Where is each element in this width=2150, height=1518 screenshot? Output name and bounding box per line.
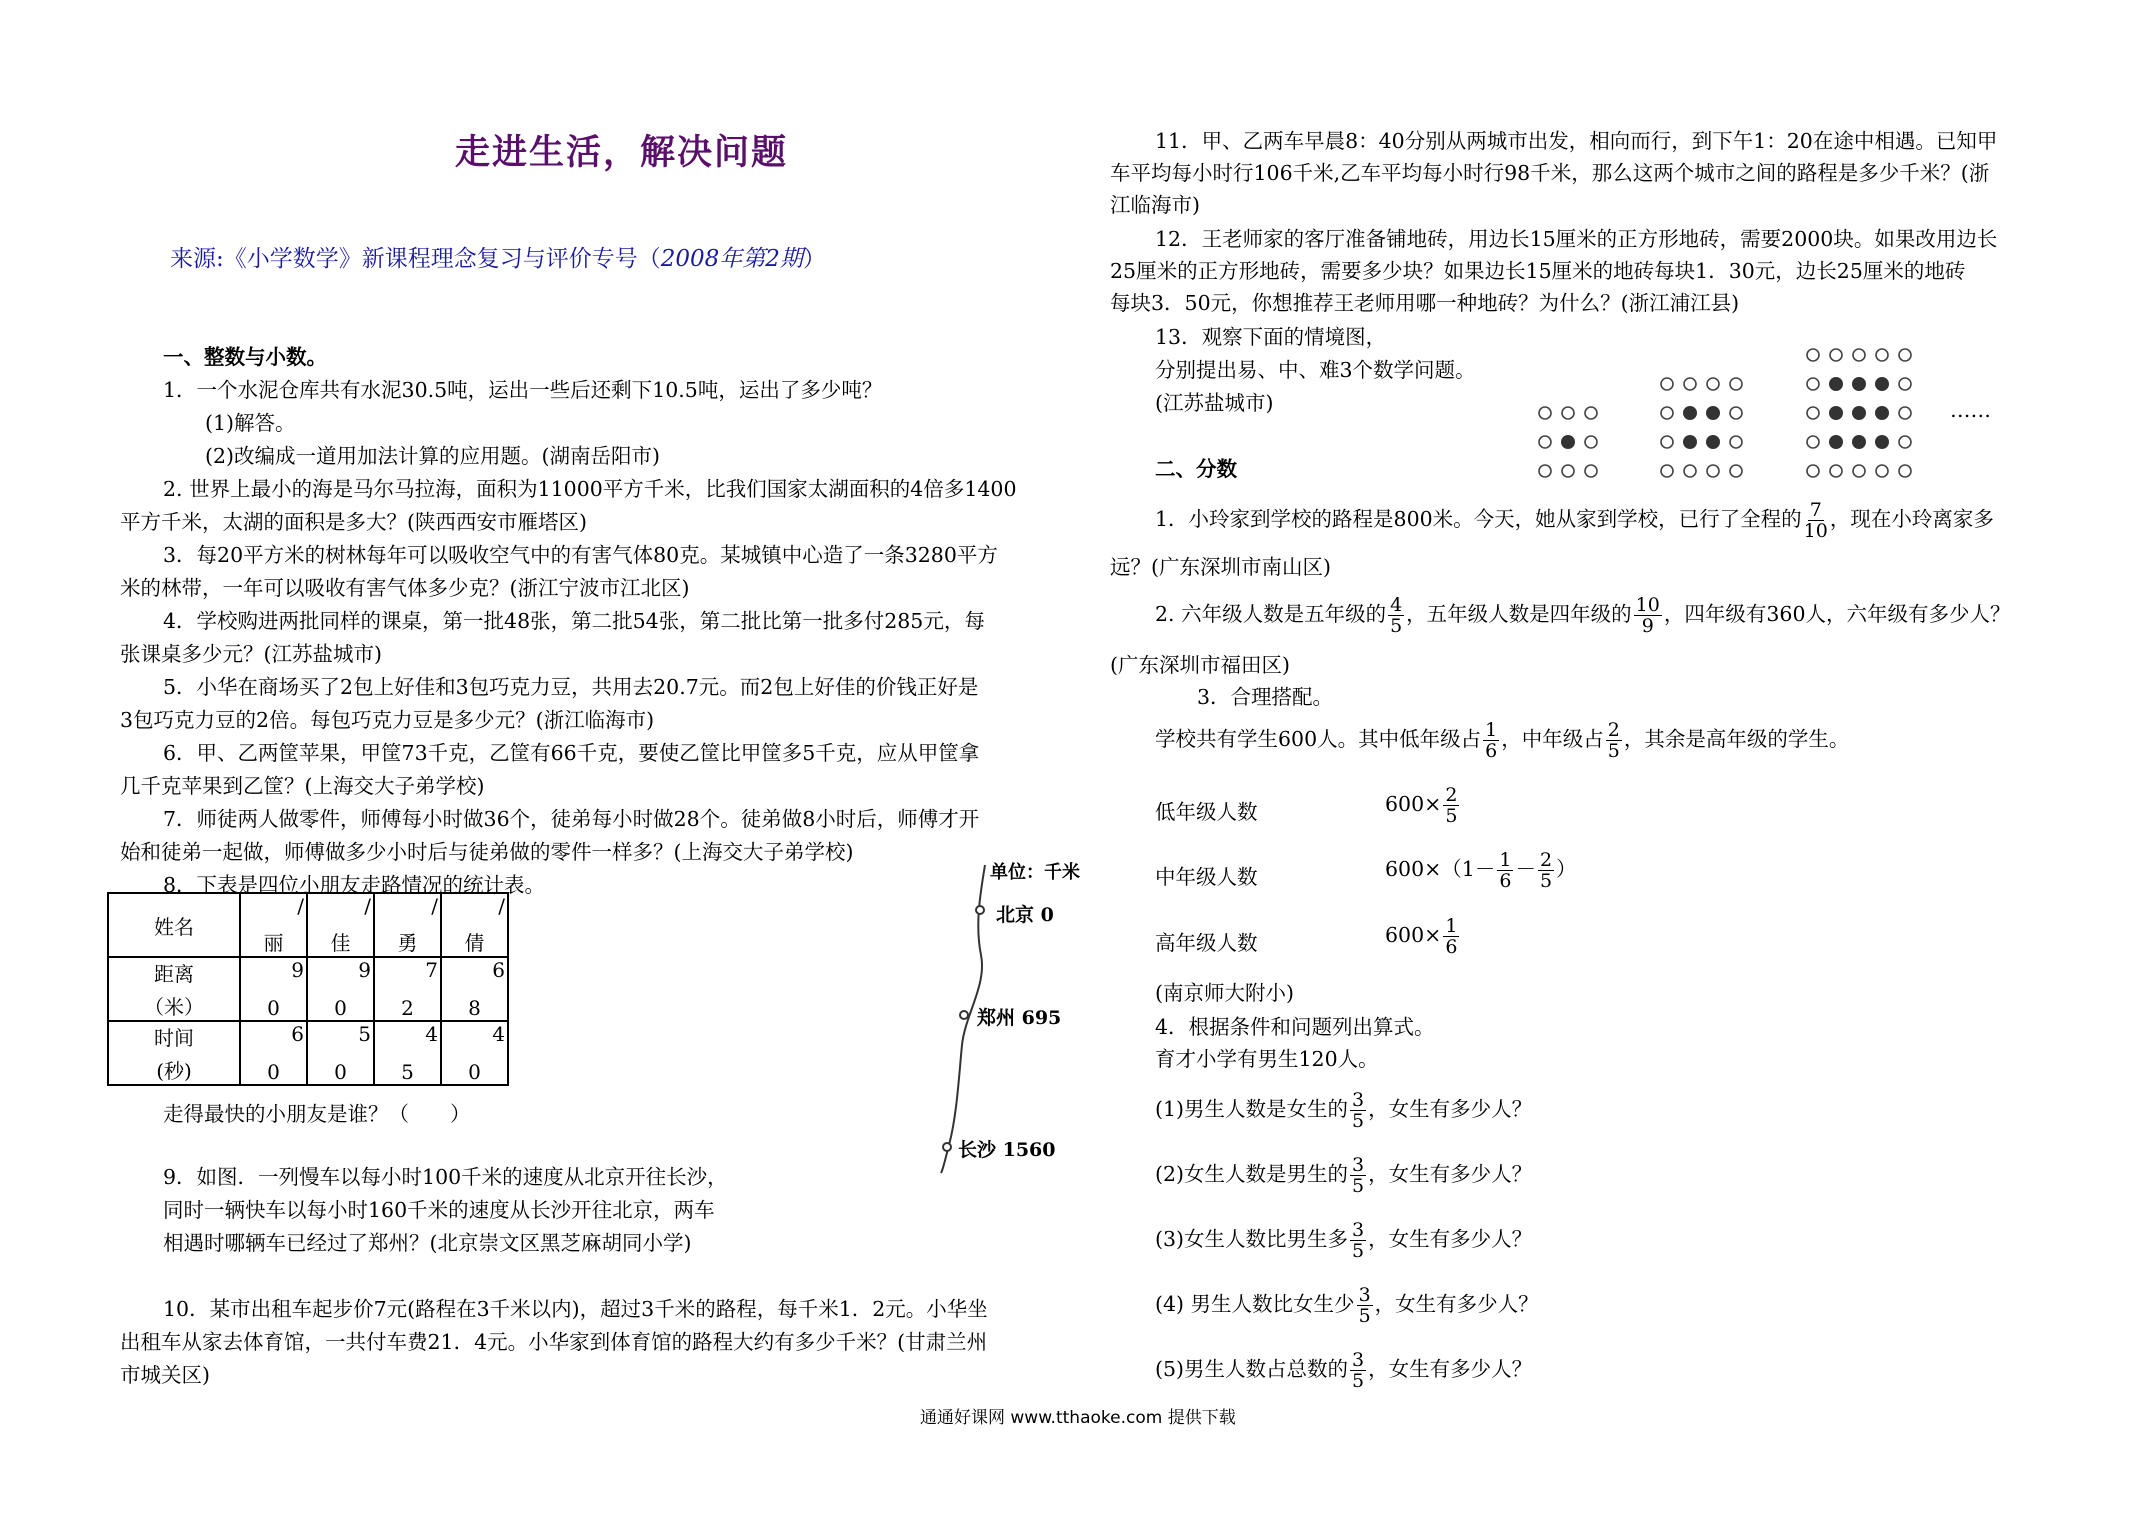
problem-6-cont: 几千克苹果到乙筐？(上海交大子弟学校) xyxy=(120,774,485,798)
problem-12: 12．王老师家的客厅准备铺地砖，用边长15厘米的正方形地砖，需要2000块。如果改用边长 xyxy=(1155,227,1998,251)
fraction-problem-3-source: (南京师大附小) xyxy=(1155,981,1294,1005)
fraction-problem-2: 2. 六年级人数是五年级的 $\frac{4}{5}$ ，五年级人数是四年级的 $\frac{10}{9}$ ，四年级有360人，六年级有多少人？ xyxy=(1155,594,2011,637)
fraction-7-10: $\frac{7}{10}$ xyxy=(1803,499,1828,542)
map-beijing: 北京 0 xyxy=(996,904,1054,926)
problem-10-cont2: 市城关区) xyxy=(120,1363,210,1387)
table-row xyxy=(108,893,508,957)
map-changsha: 长沙 1560 xyxy=(958,1139,1056,1161)
table-cell: 6 0 xyxy=(240,1021,307,1085)
footer-credit: 通通好课网 www.tthaoke.com 提供下载 xyxy=(920,1408,1236,1428)
label-high-grade: 高年级人数 xyxy=(1155,931,1258,955)
page-title: 走进生活，解决问题 xyxy=(455,132,789,173)
table-cell: 5 0 xyxy=(307,1021,374,1085)
problem-8-question: 走得最快的小朋友是谁？（ ） xyxy=(163,1102,471,1126)
problem-2-cont: 平方千米，太湖的面积是多大？(陕西西安市雁塔区) xyxy=(120,510,587,534)
problem-12-cont2: 每块3．50元，你想推荐王老师用哪一种地砖？为什么？(浙江浦江县) xyxy=(1110,291,1740,315)
map-unit: 单位：千米 xyxy=(990,862,1080,883)
map-zhengzhou: 郑州 695 xyxy=(977,1007,1062,1029)
problem-8: 8．下表是四位小朋友走路情况的统计表。 xyxy=(163,873,546,897)
problem-11-cont1: 车平均每小时行106千米,乙车平均每小时行98千米，那么这两个城市之间的路程是多少千米？(浙 xyxy=(1110,161,1990,185)
fraction-problem-4-given: 育才小学有男生120人。 xyxy=(1155,1047,1379,1071)
expr-high-grade: 600× $\frac{1}{6}$ xyxy=(1385,915,1458,958)
problem-13: 13．观察下面的情境图， xyxy=(1155,325,1387,349)
table-cell: 9 0 xyxy=(307,957,374,1021)
fraction-problem-4: 4．根据条件和问题列出算式。 xyxy=(1155,1015,1435,1039)
sub-question-3: (3)女生人数比男生多 $\frac{3}{5}$ ，女生有多少人？ xyxy=(1155,1219,1533,1262)
problem-4: 4．学校购进两批同样的课桌，第一批48张，第二批54张，第二批比第一批多付285元，每 xyxy=(163,609,985,633)
problem-5-cont: 3包巧克力豆的2倍。每包巧克力豆是多少元？(浙江临海市) xyxy=(120,708,655,732)
fraction-problem-2-cont: (广东深圳市福田区) xyxy=(1110,653,1290,677)
table-label-cell: 距离 （米） xyxy=(108,957,240,1021)
table-cell: 6 8 xyxy=(441,957,508,1021)
sub-question-4: (4) 男生人数比女生少 $\frac{3}{5}$ ，女生有多少人？ xyxy=(1155,1284,1539,1327)
problem-2: 2. 世界上最小的海是马尔马拉海，面积为11000平方千米，比我们国家太湖面积的4倍多1400 xyxy=(163,477,1017,501)
problem-9: 9．如图．一列慢车以每小时100千米的速度从北京开往长沙， xyxy=(163,1165,728,1189)
source-issue: 2008年第2期 xyxy=(660,246,803,272)
table-cell: / 丽 xyxy=(240,893,307,957)
problem-1-part1: (1)解答。 xyxy=(205,411,296,435)
source-suffix: ） xyxy=(802,246,826,272)
problem-13-cont: 分别提出易、中、难3个数学问题。 xyxy=(1155,358,1476,382)
problem-11-cont2: 江临海市) xyxy=(1110,193,1200,217)
fraction-problem-1: 1．小玲家到学校的路程是800米。今天，她从家到学校，已行了全程的 $\frac{7}{10}$ ，现在小玲离家多 xyxy=(1155,499,1994,542)
station-beijing-marker xyxy=(976,906,984,914)
problem-7: 7．师徒两人做零件，师傅每小时做36个，徒弟每小时做28个。徒弟做8小时后，师傅才开 xyxy=(163,807,980,831)
sub-question-2: (2)女生人数是男生的 $\frac{3}{5}$ ，女生有多少人？ xyxy=(1155,1154,1533,1197)
table-cell: / 倩 xyxy=(441,893,508,957)
sub-question-1: (1)男生人数是女生的 $\frac{3}{5}$ ，女生有多少人？ xyxy=(1155,1089,1533,1132)
problem-3: 3．每20平方米的树林每年可以吸收空气中的有害气体80克。某城镇中心造了一条3280平方 xyxy=(163,543,998,567)
table-cell: 9 0 xyxy=(240,957,307,1021)
expr-low-grade: 600× $\frac{2}{5}$ xyxy=(1385,784,1458,827)
table-row xyxy=(108,1021,508,1085)
table-row xyxy=(108,957,508,1021)
fraction-problem-3-text: 学校共有学生600人。其中低年级占 $\frac{1}{6}$ ，中年级占 $\frac{2}{5}$ ，其余是高年级的学生。 xyxy=(1155,719,1850,762)
fraction-problem-3: 3．合理搭配。 xyxy=(1197,685,1334,709)
problem-9-cont2: 相遇时哪辆车已经过了郑州？(北京崇文区黑芝麻胡同小学) xyxy=(163,1231,692,1255)
section-integers: 一、整数与小数。 xyxy=(163,345,327,369)
problem-5: 5．小华在商场买了2包上好佳和3包巧克力豆，共用去20.7元。而2包上好佳的价钱正好是 xyxy=(163,675,979,699)
problem-3-cont: 米的林带，一年可以吸收有害气体多少克？(浙江宁波市江北区) xyxy=(120,576,690,600)
problem-10-cont1: 出租车从家去体育馆，一共付车费21．4元。小华家到体育馆的路程大约有多少千米？(甘肃兰州 xyxy=(120,1330,988,1354)
table-cell: / 勇 xyxy=(374,893,441,957)
label-low-grade: 低年级人数 xyxy=(1155,800,1258,824)
table-cell: 7 2 xyxy=(374,957,441,1021)
problem-6: 6．甲、乙两筐苹果，甲筐73千克，乙筐有66千克，要使乙筐比甲筐多5千克，应从甲筐拿 xyxy=(163,741,980,765)
table-cell: 4 0 xyxy=(441,1021,508,1085)
problem-11: 11．甲、乙两车早晨8：40分别从两城市出发，相向而行，到下午1：20在途中相遇。已知甲 xyxy=(1155,129,1998,153)
stats-table xyxy=(107,892,509,1086)
fraction-problem-1-cont: 远？(广东深圳市南山区) xyxy=(1110,555,1331,579)
dot-ellipsis: …… xyxy=(1950,398,1991,422)
expr-mid-grade: 600×（1－ $\frac{1}{6}$ － $\frac{2}{5}$ ） xyxy=(1385,849,1577,892)
problem-4-cont: 张课桌多少元？(江苏盐城市) xyxy=(120,642,382,666)
table-cell: / 佳 xyxy=(307,893,374,957)
section-fractions: 二、分数 xyxy=(1155,457,1237,481)
problem-12-cont1: 25厘米的正方形地砖，需要多少块？如果边长15厘米的地砖每块1．30元，边长25厘米的地砖 xyxy=(1110,259,1966,283)
table-label-cell: 时间 (秒) xyxy=(108,1021,240,1085)
problem-9-cont1: 同时一辆快车以每小时160千米的速度从长沙开往北京，两车 xyxy=(163,1198,715,1222)
dot-pattern-figure xyxy=(1535,340,1975,480)
problem-10: 10．某市出租车起步价7元(路程在3千米以内)，超过3千米的路程，每千米1．2元。小华坐 xyxy=(163,1297,988,1321)
station-zhengzhou-marker xyxy=(960,1011,968,1019)
problem-7-cont: 始和徒弟一起做，师傅做多少小时后与徒弟做的零件一样多？(上海交大子弟学校) xyxy=(120,840,854,864)
problem-13-source: (江苏盐城市) xyxy=(1155,391,1274,415)
label-mid-grade: 中年级人数 xyxy=(1155,865,1258,889)
table-cell: 4 5 xyxy=(374,1021,441,1085)
source-prefix: 来源:《小学数学》新课程理念复习与评价专号（ xyxy=(170,246,661,272)
sub-question-5: (5)男生人数占总数的 $\frac{3}{5}$ ，女生有多少人？ xyxy=(1155,1349,1533,1392)
fraction-4-5: $\frac{4}{5}$ xyxy=(1390,594,1403,637)
source-line xyxy=(170,240,826,273)
problem-1: 1．一个水泥仓库共有水泥30.5吨，运出一些后还剩下10.5吨，运出了多少吨？ xyxy=(163,378,883,402)
problem-1-part2: (2)改编成一道用加法计算的应用题。(湖南岳阳市) xyxy=(205,444,661,468)
fraction-10-9: $\frac{10}{9}$ xyxy=(1635,594,1660,637)
table-header-cell: 姓名 xyxy=(108,893,240,957)
station-changsha-marker xyxy=(943,1143,951,1151)
